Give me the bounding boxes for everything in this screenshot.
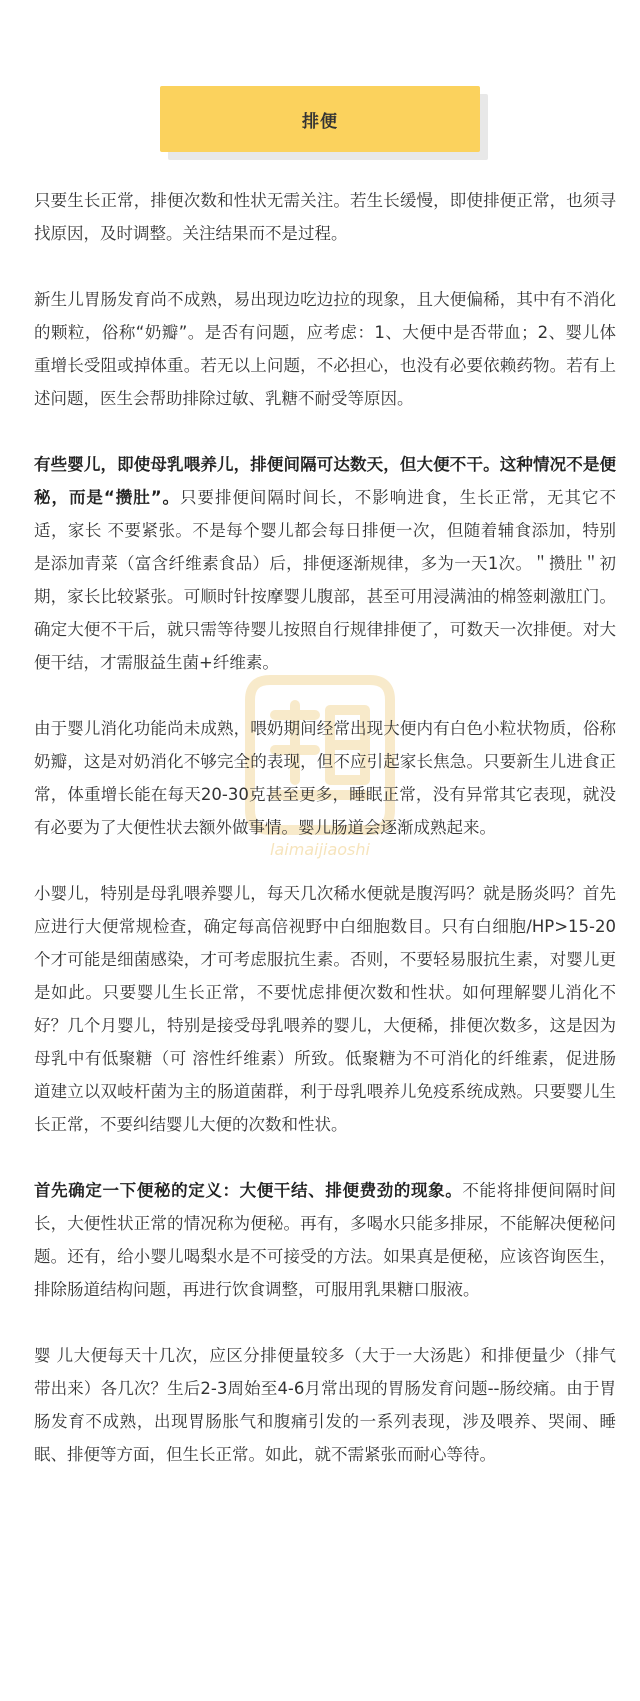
paragraph-1: 只要生长正常，排便次数和性状无需关注。若生长缓慢，即使排便正常，也须寻找原因，及时调整。关注结果而不是过程。 <box>34 191 616 243</box>
page-title: 排便 <box>302 111 338 132</box>
paragraph-4: 由于婴儿消化功能尚未成熟，喂奶期间经常出现大便内有白色小粒状物质，俗称奶瓣，这是对奶消化不够完全的表现，但不应引起家长焦急。只要新生儿进食正常，体重增长能在每天20-30克甚至更多，睡眠正常，没有异常其它表现，就没有必要为了大便性状去额外做事情。婴儿肠道会逐渐成熟起来。 <box>34 719 616 837</box>
paragraph-2: 新生儿胃肠发育尚不成熟，易出现边吃边拉的现象，且大便偏稀，其中有不消化的颗粒，俗称“奶瓣”。是否有问题，应考虑：1、大便中是否带血；2、婴儿体重增长受阻或掉体重。若无以上问题，不必担心，也没有必要依赖药物。若有上述问题，医生会帮助排除过敏、乳糖不耐受等原因。 <box>34 290 616 408</box>
title-box <box>160 86 480 152</box>
paragraph-5: 小婴儿，特别是母乳喂养婴儿，每天几次稀水便就是腹泻吗？就是肠炎吗？首先应进行大便常规检查，确定每高倍视野中白细胞数目。只有白细胞/HP>15-20个才可能是细菌感染，才可考虑服抗生素。否则，不要轻易服抗生素，对婴儿更是如此。只要婴儿生长正常，不要忧虑排便次数和性状。如何理解婴儿消化不好？几个月婴儿，特别是接受母乳喂养的婴儿，大便稀，排便次数多，这是因为母乳中有低聚糖（可 溶性纤维素）所致。低聚糖为不可消化的纤维素，促进肠道建立以双岐杆菌为主的肠道菌群，利于母乳喂养儿免疫系统成熟。只要婴儿生长正常，不要纠结婴儿大便的次数和性状。 <box>34 884 616 1134</box>
section-title-banner <box>160 86 480 156</box>
watermark-text: laimaijiaoshi <box>270 840 370 859</box>
paragraph-6: 首先确定一下便秘的定义：大便干结、排便费劲的现象。不能将排便间隔时间长，大便性状正常的情况称为便秘。再有，多喝水只能多排尿，不能解决便秘问题。还有，给小婴儿喝梨水是不可接受的方法。如果真是便秘，应该咨询医生，排除肠道结构问题，再进行饮食调整，可服用乳果糖口服液。 <box>34 1181 617 1299</box>
paragraph-3: 有些婴儿，即使母乳喂养儿，排便间隔可达数天，但大便不干。这种情况不是便秘，而是“攒肚”。只要排便间隔时间长，不影响进食，生长正常，无其它不适，家长 不要紧张。不是每个婴儿都会每日排便一次，但随着辅食添加，特别是添加青菜（富含纤维素食品）后，排便逐渐规律，多为一天1次。＂攒肚＂初期，家长比较紧张。可顺时针按摩婴儿腹部，甚至可用浸满油的棉签刺激肛门。确定大便不干后，就只需等待婴儿按照自行规律排便了，可数天一次排便。对大便干结，才需服益生菌+纤维素。 <box>34 455 616 672</box>
article-body <box>34 184 616 1504</box>
paragraph-7: 婴 儿大便每天十几次，应区分排便量较多（大于一大汤匙）和排便量少（排气带出来）各几次？生后2-3周始至4-6月常出现的胃肠发育问题--肠绞痛。由于胃肠发育不成熟，出现胃肠胀气和腹痛引发的一系列表现，涉及喂养、哭闹、睡眠、排便等方面，但生长正常。如此，就不需紧张而耐心等待。 <box>34 1346 616 1464</box>
